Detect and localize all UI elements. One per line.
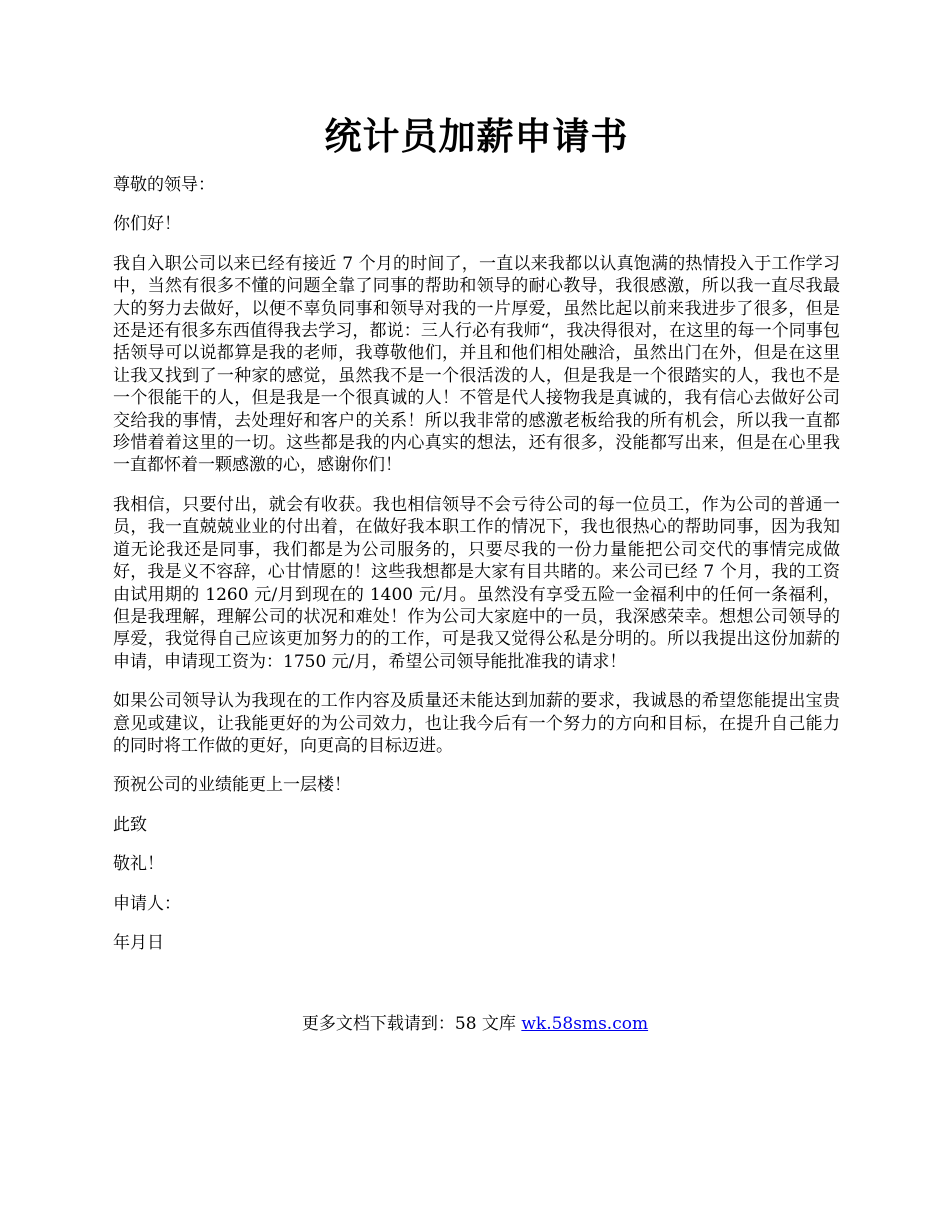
document-page	[113, 108, 840, 971]
footer-text: 更多文档下载请到：58 文库	[301, 1014, 522, 1034]
greeting: 你们好！	[113, 214, 181, 235]
applicant-line: 申请人：	[113, 893, 181, 914]
wish-line: 预祝公司的业绩能更上一层楼！	[113, 775, 351, 796]
footer-link[interactable]: wk.58sms.com	[521, 1014, 649, 1034]
closing-line-1: 此致	[113, 814, 147, 835]
body-paragraph-2: 我相信，只要付出，就会有收获。我也相信领导不会亏待公司的每一位员工，作为公司的普通一员，我一直兢兢业业的付出着，在做好我本职工作的情况下，我也很热心的帮助同事，因为我知道无论我还是同事，我们都是为公司服务的，只要尽我的一份力量能把公司交代的事情完成做好，我是义不容辞，心甘情愿的！这些我想都是大家有目共睹的。来公司已经 7 个月，我的工资由试用期的 1260 元/月到现在的 1400 元/月。虽然没有享受五险一金福利中的任何一条福利，但是我理解，理解公司的状况和难处！作为公司大家庭中的一员，我深感荣幸。想想公司领导的厚爱，我觉得自己应该更加努力的的工作，可是我又觉得公私是分明的。所以我提出这份加薪的申请，申请现工资为：1750 元/月，希望公司领导能批准我的请求！	[113, 494, 840, 672]
closing-line-2: 敬礼！	[113, 854, 164, 875]
date-line: 年月日	[113, 932, 164, 953]
document-title: 统计员加薪申请书	[324, 114, 629, 158]
body-paragraph-1: 我自入职公司以来已经有接近 7 个月的时间了，一直以来我都以认真饱满的热情投入于工作学习中，当然有很多不懂的问题全靠了同事的帮助和领导的耐心教导，我很感激，所以我一直尽我最大的努力去做好，以便不辜负同事和领导对我的一片厚爱，虽然比起以前来我进步了很多，但是还是还有很多东西值得我去学习，都说：三人行必有我师“，我决得很对，在这里的每一个同事包括领导可以说都算是我的老师，我尊敬他们，并且和他们相处融洽，虽然出门在外，但是在这里让我又找到了一种家的感觉，虽然我不是一个很活泼的人，但是我是一个很踏实的人，我也不是一个很能干的人，但是我是一个很真诚的人！不管是代人接物我是真诚的，我有信心去做好公司交给我的事情，去处理好和客户的关系！所以我非常的感激老板给我的所有机会，所以我一直都珍惜着着这里的一切。这些都是我的内心真实的想法，还有很多，没能都写出来，但是在心里我一直都怀着一颗感激的心，感谢你们！	[113, 253, 840, 476]
salutation: 尊敬的领导：	[113, 175, 215, 195]
body-paragraph-3: 如果公司领导认为我现在的工作内容及质量还未能达到加薪的要求，我诚恳的希望您能提出宝贵意见或建议，让我能更好的为公司效力，也让我今后有一个努力的方向和目标，在提升自己能力的同时将工作做的更好，向更高的目标迈进。	[113, 691, 840, 756]
download-footer	[0, 1012, 950, 1036]
